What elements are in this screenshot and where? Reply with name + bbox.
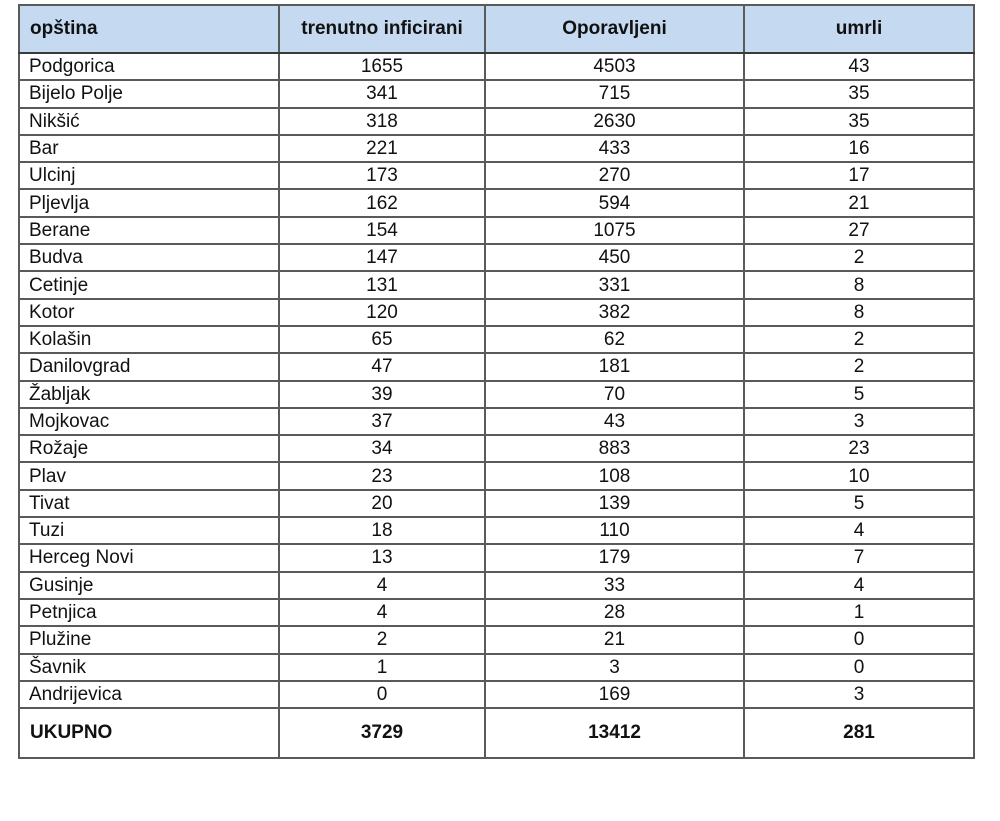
cell-recovered: 594 <box>485 189 744 216</box>
table-row <box>19 326 974 353</box>
cell-currently-infected: 23 <box>279 462 485 489</box>
cell-currently-infected: 34 <box>279 435 485 462</box>
table-row <box>19 353 974 380</box>
cell-currently-infected: 18 <box>279 517 485 544</box>
table-row <box>19 53 974 80</box>
cell-currently-infected: 162 <box>279 189 485 216</box>
cell-deaths: 8 <box>744 271 974 298</box>
cell-municipality: Podgorica <box>19 53 279 80</box>
table-body <box>19 53 974 708</box>
cell-recovered: 181 <box>485 353 744 380</box>
cell-recovered: 21 <box>485 626 744 653</box>
total-recovered: 13412 <box>485 708 744 758</box>
table-row <box>19 408 974 435</box>
cell-municipality: Plav <box>19 462 279 489</box>
cell-deaths: 27 <box>744 217 974 244</box>
cell-recovered: 3 <box>485 654 744 681</box>
table-row <box>19 80 974 107</box>
cell-deaths: 10 <box>744 462 974 489</box>
cell-municipality: Šavnik <box>19 654 279 681</box>
cell-municipality: Rožaje <box>19 435 279 462</box>
table-row <box>19 544 974 571</box>
cell-recovered: 70 <box>485 381 744 408</box>
cell-recovered: 169 <box>485 681 744 708</box>
cell-municipality: Budva <box>19 244 279 271</box>
cell-municipality: Bijelo Polje <box>19 80 279 107</box>
table-row <box>19 162 974 189</box>
cell-recovered: 331 <box>485 271 744 298</box>
cell-recovered: 43 <box>485 408 744 435</box>
cell-deaths: 23 <box>744 435 974 462</box>
cell-recovered: 883 <box>485 435 744 462</box>
table-row <box>19 299 974 326</box>
cell-deaths: 16 <box>744 135 974 162</box>
cell-recovered: 62 <box>485 326 744 353</box>
cell-currently-infected: 4 <box>279 599 485 626</box>
cell-recovered: 2630 <box>485 108 744 135</box>
cell-municipality: Cetinje <box>19 271 279 298</box>
cell-recovered: 382 <box>485 299 744 326</box>
cell-municipality: Pljevlja <box>19 189 279 216</box>
cell-recovered: 1075 <box>485 217 744 244</box>
header-row <box>19 5 974 53</box>
cell-currently-infected: 47 <box>279 353 485 380</box>
cell-recovered: 270 <box>485 162 744 189</box>
table-row <box>19 517 974 544</box>
total-row <box>19 708 974 758</box>
cell-municipality: Berane <box>19 217 279 244</box>
cell-deaths: 35 <box>744 108 974 135</box>
cell-currently-infected: 120 <box>279 299 485 326</box>
cell-municipality: Herceg Novi <box>19 544 279 571</box>
municipality-stats-table <box>18 4 975 759</box>
total-currently-infected: 3729 <box>279 708 485 758</box>
cell-currently-infected: 39 <box>279 381 485 408</box>
table-row <box>19 217 974 244</box>
cell-recovered: 715 <box>485 80 744 107</box>
cell-deaths: 43 <box>744 53 974 80</box>
cell-municipality: Petnjica <box>19 599 279 626</box>
cell-currently-infected: 221 <box>279 135 485 162</box>
table-row <box>19 189 974 216</box>
cell-deaths: 4 <box>744 517 974 544</box>
header-cell-currently-infected: trenutno inficirani <box>279 5 485 53</box>
table-row <box>19 572 974 599</box>
cell-recovered: 110 <box>485 517 744 544</box>
cell-currently-infected: 4 <box>279 572 485 599</box>
cell-currently-infected: 1655 <box>279 53 485 80</box>
cell-municipality: Tivat <box>19 490 279 517</box>
cell-recovered: 433 <box>485 135 744 162</box>
total-deaths: 281 <box>744 708 974 758</box>
cell-municipality: Plužine <box>19 626 279 653</box>
cell-deaths: 17 <box>744 162 974 189</box>
cell-deaths: 0 <box>744 654 974 681</box>
cell-deaths: 4 <box>744 572 974 599</box>
cell-municipality: Kotor <box>19 299 279 326</box>
cell-currently-infected: 37 <box>279 408 485 435</box>
cell-currently-infected: 154 <box>279 217 485 244</box>
cell-deaths: 21 <box>744 189 974 216</box>
cell-currently-infected: 13 <box>279 544 485 571</box>
cell-deaths: 8 <box>744 299 974 326</box>
cell-currently-infected: 1 <box>279 654 485 681</box>
cell-currently-infected: 131 <box>279 271 485 298</box>
cell-municipality: Danilovgrad <box>19 353 279 380</box>
cell-recovered: 33 <box>485 572 744 599</box>
cell-municipality: Gusinje <box>19 572 279 599</box>
cell-deaths: 2 <box>744 353 974 380</box>
cell-recovered: 450 <box>485 244 744 271</box>
cell-recovered: 179 <box>485 544 744 571</box>
cell-recovered: 108 <box>485 462 744 489</box>
table-row <box>19 381 974 408</box>
cell-municipality: Bar <box>19 135 279 162</box>
cell-currently-infected: 147 <box>279 244 485 271</box>
table-row <box>19 244 974 271</box>
table-row <box>19 599 974 626</box>
table-row <box>19 626 974 653</box>
cell-deaths: 3 <box>744 408 974 435</box>
cell-municipality: Tuzi <box>19 517 279 544</box>
table-row <box>19 135 974 162</box>
cell-deaths: 35 <box>744 80 974 107</box>
table-row <box>19 681 974 708</box>
cell-deaths: 7 <box>744 544 974 571</box>
table-row <box>19 462 974 489</box>
header-cell-deaths: umrli <box>744 5 974 53</box>
cell-recovered: 28 <box>485 599 744 626</box>
header-cell-recovered: Oporavljeni <box>485 5 744 53</box>
cell-municipality: Mojkovac <box>19 408 279 435</box>
table-row <box>19 654 974 681</box>
cell-deaths: 5 <box>744 381 974 408</box>
cell-currently-infected: 341 <box>279 80 485 107</box>
cell-currently-infected: 173 <box>279 162 485 189</box>
table-row <box>19 271 974 298</box>
cell-municipality: Ulcinj <box>19 162 279 189</box>
total-label: UKUPNO <box>19 708 279 758</box>
table-row <box>19 108 974 135</box>
cell-deaths: 3 <box>744 681 974 708</box>
header-cell-municipality: opština <box>19 5 279 53</box>
cell-deaths: 0 <box>744 626 974 653</box>
cell-municipality: Nikšić <box>19 108 279 135</box>
cell-deaths: 2 <box>744 326 974 353</box>
cell-currently-infected: 20 <box>279 490 485 517</box>
cell-deaths: 1 <box>744 599 974 626</box>
cell-municipality: Andrijevica <box>19 681 279 708</box>
table-row <box>19 435 974 462</box>
cell-currently-infected: 65 <box>279 326 485 353</box>
cell-deaths: 5 <box>744 490 974 517</box>
cell-recovered: 139 <box>485 490 744 517</box>
cell-recovered: 4503 <box>485 53 744 80</box>
cell-currently-infected: 0 <box>279 681 485 708</box>
cell-currently-infected: 318 <box>279 108 485 135</box>
cell-municipality: Žabljak <box>19 381 279 408</box>
cell-deaths: 2 <box>744 244 974 271</box>
cell-currently-infected: 2 <box>279 626 485 653</box>
table-row <box>19 490 974 517</box>
cell-municipality: Kolašin <box>19 326 279 353</box>
